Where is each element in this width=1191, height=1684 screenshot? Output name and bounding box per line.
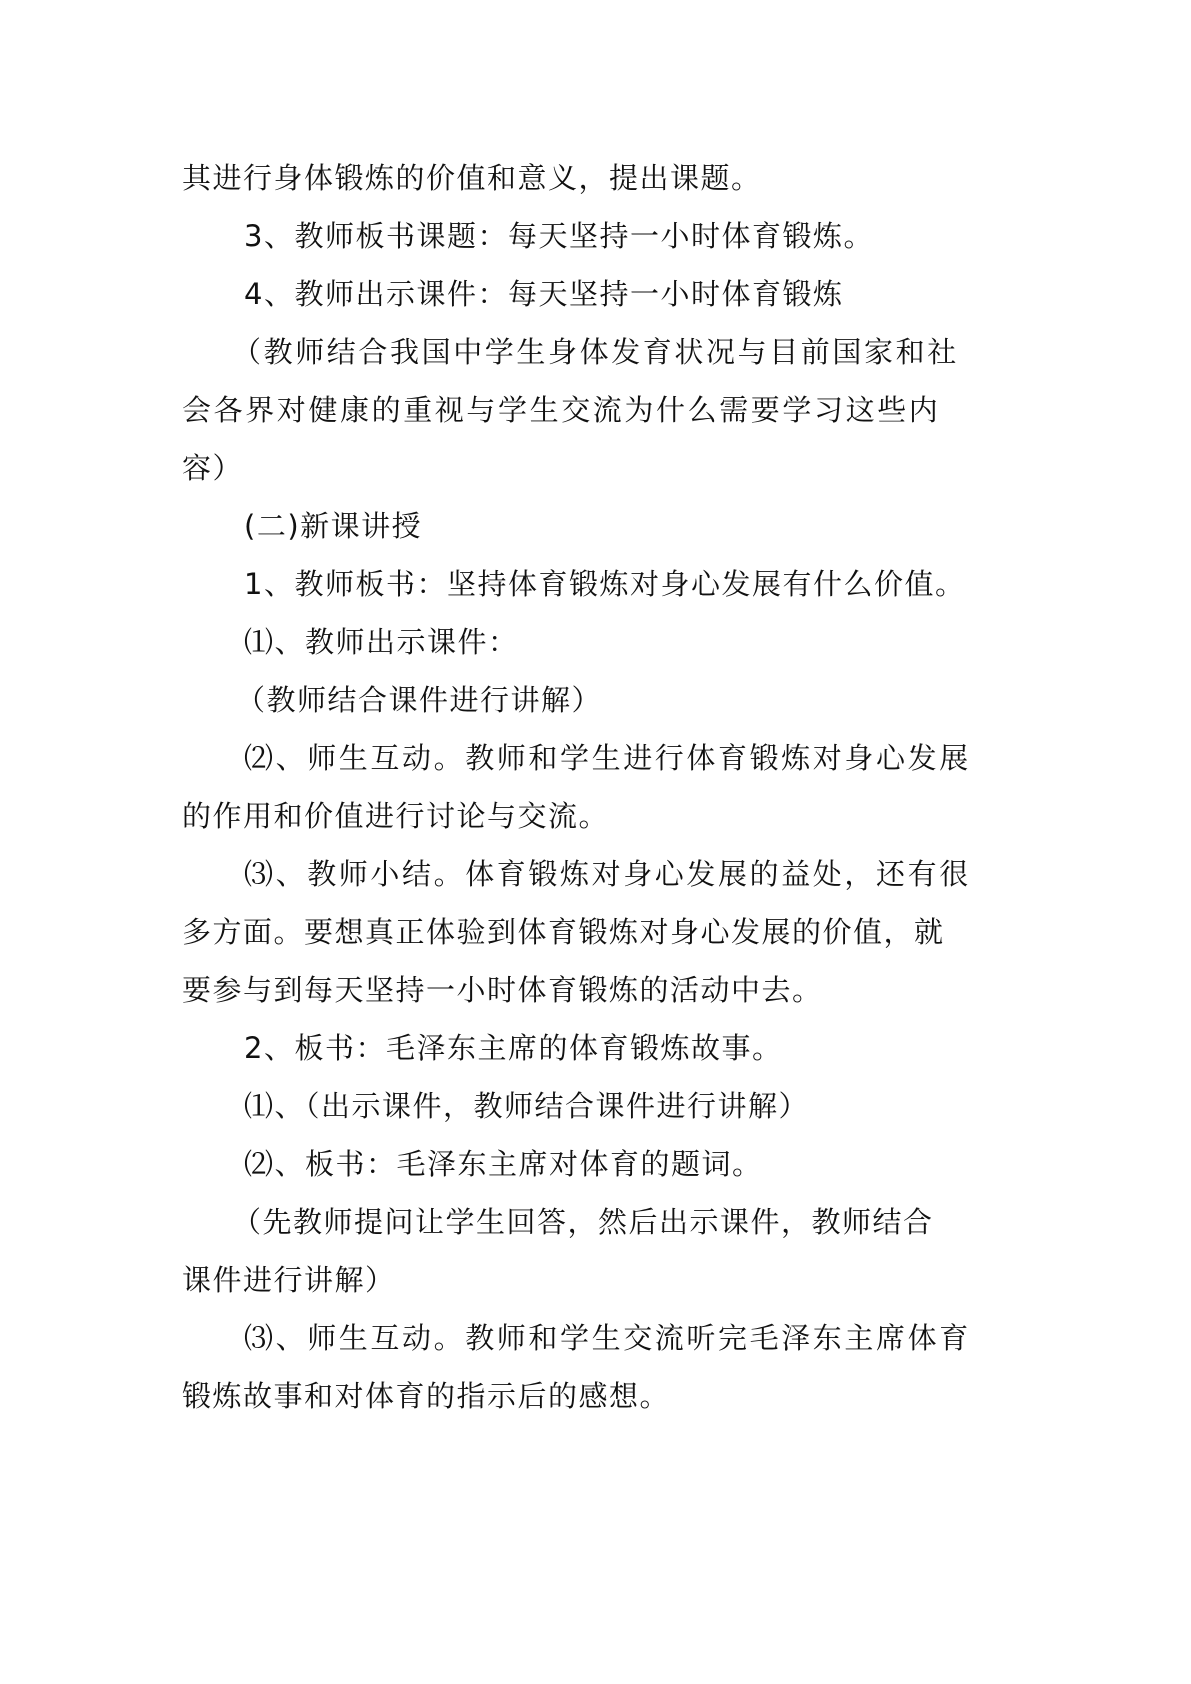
paragraph-line: ⑶、师生互动。教师和学生交流听完毛泽东主席体育 bbox=[244, 1321, 971, 1355]
paragraph-line: 容） bbox=[182, 451, 244, 485]
section-heading: (二)新课讲授 bbox=[244, 509, 423, 543]
paragraph-line: 多方面。要想真正体验到体育锻炼对身心发展的价值，就 bbox=[182, 915, 945, 949]
paragraph-line: 课件进行讲解） bbox=[182, 1263, 396, 1297]
paragraph-line: 3、教师板书课题：每天坚持一小时体育锻炼。 bbox=[244, 219, 874, 253]
paragraph-line: ⑴、（出示课件，教师结合课件进行讲解） bbox=[244, 1089, 810, 1123]
paragraph-line: 会各界对健康的重视与学生交流为什么需要学习这些内 bbox=[182, 393, 941, 427]
paragraph-line: ⑵、师生互动。教师和学生进行体育锻炼对身心发展 bbox=[244, 741, 971, 775]
paragraph-line: （教师结合我国中学生身体发育状况与目前国家和社 bbox=[232, 335, 959, 369]
paragraph-line: 2、板书：毛泽东主席的体育锻炼故事。 bbox=[244, 1031, 783, 1065]
paragraph-line: ⑶、教师小结。体育锻炼对身心发展的益处，还有很 bbox=[244, 857, 971, 891]
paragraph-line: 其进行身体锻炼的价值和意义，提出课题。 bbox=[182, 161, 762, 195]
paragraph-line: ⑴、教师出示课件： bbox=[244, 625, 519, 659]
paragraph-line: 的作用和价值进行讨论与交流。 bbox=[182, 799, 610, 833]
paragraph-line: 4、教师出示课件：每天坚持一小时体育锻炼 bbox=[244, 277, 844, 311]
paragraph-line: （教师结合课件进行讲解） bbox=[236, 683, 603, 717]
paragraph-line: （先教师提问让学生回答，然后出示课件，教师结合 bbox=[232, 1205, 934, 1239]
paragraph-line: 要参与到每天坚持一小时体育锻炼的活动中去。 bbox=[182, 973, 823, 1007]
paragraph-line: ⑵、板书：毛泽东主席对体育的题词。 bbox=[244, 1147, 763, 1181]
paragraph-line: 1、教师板书：坚持体育锻炼对身心发展有什么价值。 bbox=[244, 567, 966, 601]
paragraph-line: 锻炼故事和对体育的指示后的感想。 bbox=[182, 1379, 671, 1413]
